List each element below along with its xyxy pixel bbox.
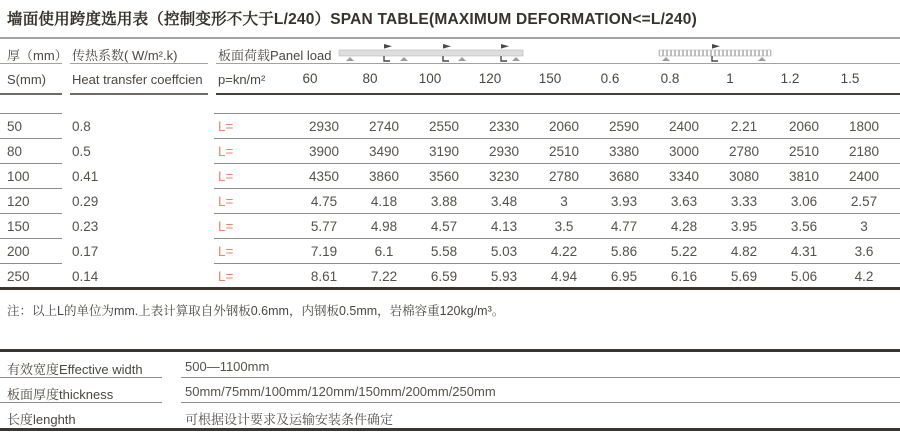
span-value: 2780 <box>728 143 760 159</box>
spec-row-rule-seg <box>181 402 900 403</box>
row-coeff: 0.14 <box>72 268 99 284</box>
span-value: 2930 <box>308 118 340 134</box>
multi-span-panel-diagram <box>338 43 524 63</box>
span-value: 2330 <box>488 118 520 134</box>
span-value: 3 <box>560 193 568 209</box>
span-value: 4.82 <box>730 243 758 259</box>
span-value: 3.56 <box>790 218 818 234</box>
row-thickness: 100 <box>7 168 30 184</box>
l-equals-label: L= <box>218 118 234 134</box>
l-equals-label: L= <box>218 243 234 259</box>
spec-row-value: 50mm/75mm/100mm/120mm/150mm/200mm/250mm <box>185 384 496 399</box>
span-value: 3.93 <box>610 193 638 209</box>
load-col-header: 150 <box>538 71 562 86</box>
load-col-header: 100 <box>418 71 442 86</box>
table-bottom-rule <box>0 287 900 290</box>
span-value: 4.57 <box>430 218 458 234</box>
span-value: 5.93 <box>490 268 518 284</box>
span-value: 4.94 <box>550 268 578 284</box>
header-bottom-rule-seg <box>216 93 900 95</box>
row-coeff: 0.41 <box>72 168 99 184</box>
table-row <box>0 214 900 238</box>
col-header-thickness-cn: 厚（mm） <box>7 48 68 63</box>
span-value: 3190 <box>428 143 460 159</box>
span-value: 6.59 <box>430 268 458 284</box>
span-value: 4.75 <box>310 193 338 209</box>
span-value: 4.18 <box>370 193 398 209</box>
span-value: 5.22 <box>670 243 698 259</box>
load-col-header: 0.8 <box>660 71 680 86</box>
table-row <box>0 189 900 213</box>
span-value: 4.98 <box>370 218 398 234</box>
span-value: 5.69 <box>730 268 758 284</box>
spec-row-label: 有效宽度Effective width <box>7 362 143 377</box>
span-value: 3.95 <box>730 218 758 234</box>
load-col-header: 1.2 <box>780 71 800 86</box>
header-bottom-rule-seg <box>70 93 208 95</box>
col-header-load-en: p=kn/m² <box>218 72 266 87</box>
row-coeff: 0.8 <box>72 118 91 134</box>
span-value: 1800 <box>848 118 880 134</box>
spec-row-value: 可根据设计要求及运输安装条件确定 <box>185 412 394 427</box>
span-value: 3.63 <box>670 193 698 209</box>
table-row <box>0 139 900 163</box>
col-header-load-cn: 板面荷载Panel load <box>218 48 332 63</box>
spec-table-bottom-rule <box>0 428 900 431</box>
span-value: 2740 <box>368 118 400 134</box>
span-value: 4.28 <box>670 218 698 234</box>
row-thickness: 120 <box>7 193 30 209</box>
span-value: 3.6 <box>854 243 874 259</box>
load-column-headers <box>0 64 900 93</box>
span-value: 2.21 <box>730 118 758 134</box>
load-col-header: 60 <box>302 71 318 86</box>
span-value: 8.61 <box>310 268 338 284</box>
span-value: 4.2 <box>854 268 874 284</box>
span-value: 3860 <box>368 168 400 184</box>
span-value: 5.77 <box>310 218 338 234</box>
l-equals-label: L= <box>218 143 234 159</box>
span-value: 3.5 <box>554 218 574 234</box>
load-col-header: 1.5 <box>840 71 860 86</box>
span-value: 3.48 <box>490 193 518 209</box>
row-thickness: 200 <box>7 243 30 259</box>
span-value: 3680 <box>608 168 640 184</box>
spec-table-top-rule <box>0 349 900 352</box>
table-note: 注：以上L的单位为mm.上表计算取自外钢板0.6mm，内钢板0.5mm，岩棉容重120kg/m³。 <box>7 304 505 318</box>
two-span-panel-diagram <box>658 43 772 63</box>
row-coeff: 0.29 <box>72 193 99 209</box>
spec-row-value: 500—1100mm <box>185 359 270 374</box>
span-value: 4.31 <box>790 243 818 259</box>
col-header-coeff-cn: 传热系数( W/m².k) <box>72 48 178 63</box>
load-col-header: 80 <box>362 71 378 86</box>
l-equals-label: L= <box>218 193 234 209</box>
load-col-header: 120 <box>478 71 502 86</box>
span-value: 2060 <box>548 118 580 134</box>
span-value: 3.33 <box>730 193 758 209</box>
span-value: 3810 <box>788 168 820 184</box>
row-coeff: 0.5 <box>72 143 91 159</box>
l-equals-label: L= <box>218 218 234 234</box>
span-value: 3490 <box>368 143 400 159</box>
span-value: 3900 <box>308 143 340 159</box>
table-row <box>0 114 900 138</box>
row-coeff: 0.23 <box>72 218 99 234</box>
span-value: 7.19 <box>310 243 338 259</box>
header-bottom-rule-seg <box>0 93 62 95</box>
span-value: 6.1 <box>374 243 394 259</box>
row-thickness: 50 <box>7 118 23 134</box>
page-title: 墙面使用跨度选用表（控制变形不大于L/240）SPAN TABLE(MAXIMUM DEFORMATION<=L/240) <box>7 11 697 28</box>
span-value: 2930 <box>488 143 520 159</box>
span-value: 2590 <box>608 118 640 134</box>
spec-row-rule-seg <box>0 402 162 403</box>
span-value: 4.77 <box>610 218 638 234</box>
span-value: 3230 <box>488 168 520 184</box>
span-value: 3340 <box>668 168 700 184</box>
span-value: 2180 <box>848 143 880 159</box>
col-header-coeff-en: Heat transfer coeffcien <box>72 72 203 87</box>
table-row <box>0 264 900 288</box>
span-value: 2780 <box>548 168 580 184</box>
span-value: 5.86 <box>610 243 638 259</box>
spec-row-label: 板面厚度thickness <box>7 387 114 402</box>
span-value: 2400 <box>848 168 880 184</box>
span-value: 2510 <box>548 143 580 159</box>
span-value: 2510 <box>788 143 820 159</box>
col-header-thickness-en: S(mm) <box>7 72 46 87</box>
span-value: 5.03 <box>490 243 518 259</box>
span-value: 5.06 <box>790 268 818 284</box>
span-value: 2060 <box>788 118 820 134</box>
row-thickness: 250 <box>7 268 30 284</box>
span-value: 2400 <box>668 118 700 134</box>
span-value: 5.58 <box>430 243 458 259</box>
span-value: 3080 <box>728 168 760 184</box>
span-value: 4.13 <box>490 218 518 234</box>
span-value: 7.22 <box>370 268 398 284</box>
span-value: 3 <box>860 218 868 234</box>
span-value: 2.57 <box>850 193 878 209</box>
span-value: 3.88 <box>430 193 458 209</box>
table-row <box>0 239 900 263</box>
span-value: 3.06 <box>790 193 818 209</box>
load-col-header: 0.6 <box>600 71 620 86</box>
l-equals-label: L= <box>218 168 234 184</box>
row-coeff: 0.17 <box>72 243 99 259</box>
span-value: 3560 <box>428 168 460 184</box>
span-value: 3380 <box>608 143 640 159</box>
l-equals-label: L= <box>218 268 234 284</box>
spec-row-rule-seg <box>181 377 900 378</box>
span-value: 4.22 <box>550 243 578 259</box>
span-value: 2550 <box>428 118 460 134</box>
load-col-header: 1 <box>726 71 734 86</box>
span-value: 6.95 <box>610 268 638 284</box>
row-thickness: 80 <box>7 143 23 159</box>
row-thickness: 150 <box>7 218 30 234</box>
table-row <box>0 164 900 188</box>
spec-row-label: 长度lenghth <box>7 412 76 427</box>
span-value: 6.16 <box>670 268 698 284</box>
span-value: 3000 <box>668 143 700 159</box>
title-divider <box>0 37 900 39</box>
spec-row-rule-seg <box>0 377 162 378</box>
span-value: 4350 <box>308 168 340 184</box>
